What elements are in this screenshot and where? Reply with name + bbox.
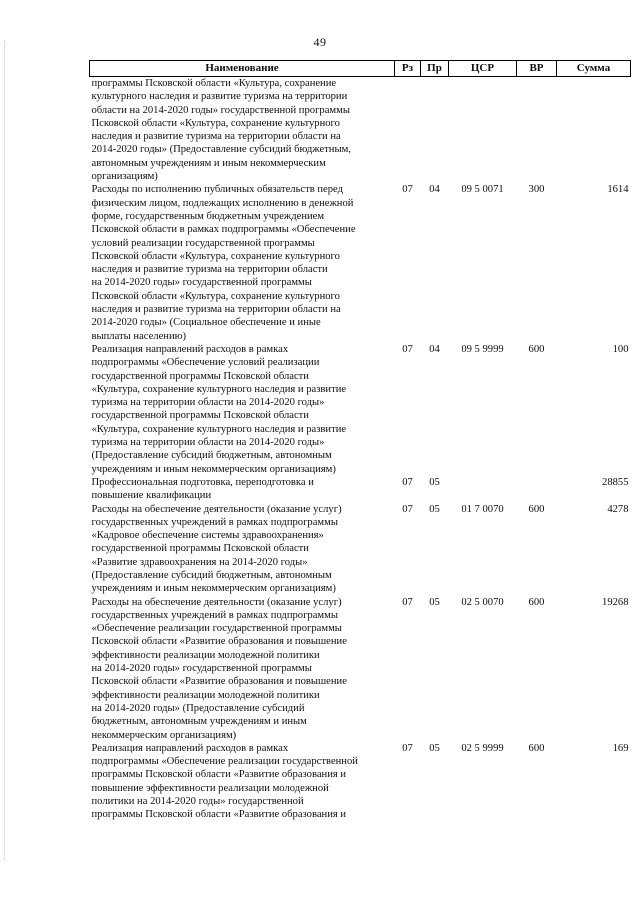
row-sum: 28855 (602, 476, 629, 488)
row-csr: 01 7 0070 (461, 503, 504, 515)
row-name (90, 596, 395, 742)
row-vr: 300 (528, 184, 545, 196)
scan-edge-mark (4, 40, 6, 860)
table-body (90, 77, 631, 822)
row-sum (557, 77, 631, 184)
row-rz: 07 (402, 184, 413, 196)
row-name-text: Расходы на обеспечение деятельности (оказание услуг) государственных учреждений в рамках подпрограммы «Обеспечение реализации государственной программы Псковской области «Развитие образования и повышение эффективности реализации молодежной политики на 2014-2020 годы» государственной программы Псковской области «Развитие образования и повышение эффективности реализации молодежной политики на 2014-2020 годы» (Предоставление субсидий бюджетным, автономным учреждениям и иным некоммерческим организациям) (91, 596, 347, 741)
row-sum: 19268 (602, 596, 629, 608)
row-vr (517, 476, 557, 503)
row-pr: 04 (429, 184, 440, 196)
row-csr (449, 77, 517, 184)
row-sum: 1614 (607, 184, 629, 196)
row-name-text: Расходы по исполнению публичных обязательств перед физическим лицом, подлежащих исполнению в денежной форме, государственным бюджетным учреждением Псковской области в рамках подпрограммы «Обеспечение условий реализации государственной программы Псковской области «Культура, сохранение культурного наследия и развитие туризма на территории области на 2014-2020 годы» государственной программы Псковской области «Культура, сохранение культурного наследия и развитие туризма на территории области на 2014-2020 годы» (Социальное обеспечение и иные выплаты населению) (91, 184, 356, 342)
row-name (90, 476, 395, 503)
row-pr (421, 77, 449, 184)
table-row (90, 183, 631, 343)
header-row (90, 61, 631, 77)
row-csr: 09 5 0071 (461, 184, 504, 196)
row-name (90, 503, 395, 596)
row-vr: 600 (528, 343, 545, 355)
row-rz: 07 (402, 476, 413, 488)
table-row (90, 476, 631, 503)
table-row (90, 742, 631, 822)
row-csr: 09 5 9999 (461, 343, 504, 355)
row-vr: 600 (528, 596, 545, 608)
row-pr: 05 (429, 596, 440, 608)
row-name (90, 77, 395, 184)
header-vr: ВР (517, 61, 557, 77)
table-row (90, 503, 631, 596)
row-name-text: Профессиональная подготовка, переподготовка и повышение квалификации (91, 476, 314, 502)
row-vr: 600 (528, 503, 545, 515)
header-csr: ЦСР (449, 61, 517, 77)
row-name-text: Расходы на обеспечение деятельности (оказание услуг) государственных учреждений в рамках подпрограммы «Кадровое обеспечение системы здравоохранения» государственной программы Псковской области «Развитие здравоохранения на 2014-2020 годы» (Предоставление субсидий бюджетным, автономным учреждениям и иным некоммерческим организациям) (91, 503, 342, 595)
row-pr: 05 (429, 742, 440, 754)
row-name (90, 183, 395, 343)
row-vr: 600 (528, 742, 545, 754)
row-rz: 07 (402, 596, 413, 608)
header-name: Наименование (90, 61, 395, 77)
row-sum: 100 (612, 343, 629, 355)
row-csr: 02 5 9999 (461, 742, 504, 754)
row-name (90, 343, 395, 476)
row-pr: 05 (429, 476, 440, 488)
table-row (90, 77, 631, 184)
header-rz: Рз (395, 61, 421, 77)
header-pr: Пр (421, 61, 449, 77)
row-vr (517, 77, 557, 184)
page-number: 49 (313, 35, 327, 49)
row-name-text: Реализация направлений расходов в рамках подпрограммы «Обеспечение реализации государственной программы Псковской области «Развитие образования и повышение эффективности реализации молодежной политики на 2014-2020 годы» государственной программы Псковской области «Развитие образования и (91, 742, 358, 821)
row-name-text: Реализация направлений расходов в рамках подпрограммы «Обеспечение условий реализации государственной программы Псковской области «Культура, сохранение культурного наследия и развитие туризма на территории области на 2014-2020 годы» государственной программы Псковской области «Культура, сохранение культурного наследия и развитие туризма на территории области на 2014-2020 годы» (Предоставление субсидий бюджетным, автономным учреждениям и иным некоммерческим организациям) (91, 343, 347, 475)
row-sum: 4278 (607, 503, 629, 515)
header-sum: Сумма (557, 61, 631, 77)
row-name-text: программы Псковской области «Культура, сохранение культурного наследия и развитие туризма на территории области на 2014-2020 годы» государственной программы Псковской области «Культура, сохранение культурного наследия и развитие туризма на территории области на 2014-2020 годы» (Предоставление субсидий бюджетным, автономным учреждениям и иным некоммерческим организациям) (91, 78, 351, 183)
row-pr: 04 (429, 343, 440, 355)
table-header (90, 61, 631, 77)
row-name (90, 742, 395, 822)
row-csr: 02 5 0070 (461, 596, 504, 608)
row-csr (449, 476, 517, 503)
row-rz: 07 (402, 503, 413, 515)
row-rz: 07 (402, 343, 413, 355)
row-sum: 169 (612, 742, 629, 754)
budget-table (89, 60, 631, 822)
row-pr: 05 (429, 503, 440, 515)
row-rz: 07 (402, 742, 413, 754)
table-row (90, 596, 631, 742)
row-rz (395, 77, 421, 184)
table-row (90, 343, 631, 476)
